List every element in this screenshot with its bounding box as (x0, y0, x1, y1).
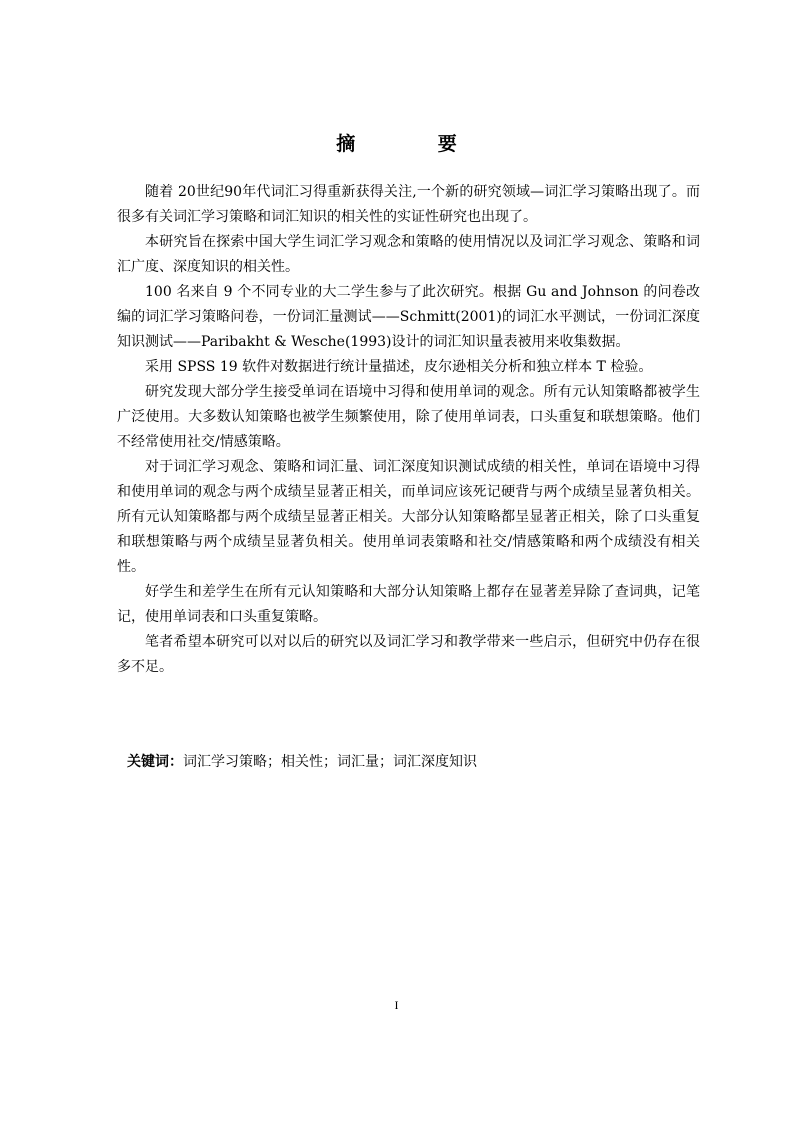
keywords-text: 词汇学习策略；相关性；词汇量；词汇深度知识 (183, 754, 477, 770)
abstract-paragraph-8: 笔者希望本研究可以对以后的研究以及词汇学习和教学带来一些启示，但研究中仍存在很多不足。 (117, 634, 700, 675)
abstract-paragraph-7: 好学生和差学生在所有元认知策略和大部分认知策略上都存在显著差异除了查词典，记笔记，使用单词表和口头重复策略。 (117, 584, 700, 625)
keywords-label: 关键词： (127, 754, 183, 770)
page-number: I (394, 998, 399, 1012)
abstract-paragraph-1: 随着 20世纪90年代词汇习得重新获得关注,一个新的研究领域—词汇学习策略出现了。而很多有关词汇学习策略和词汇知识的相关性的实证性研究也出现了。 (117, 184, 700, 225)
abstract-paragraph-6: 对于词汇学习观念、策略和词汇量、词汇深度知识测试成绩的相关性，单词在语境中习得和使用单词的观念与两个成绩呈显著正相关，而单词应该死记硬背与两个成绩呈显著负相关。所有元认知策略都与两个成绩呈显著正相关。大部分认知策略都呈显著正相关，除了口头重复和联想策略与两个成绩呈显著负相关。使用单词表策略和社交/情感策略和两个成绩没有相关性。 (117, 459, 700, 575)
abstract-title: 摘 要 (336, 133, 495, 155)
abstract-paragraph-2: 本研究旨在探索中国大学生词汇学习观念和策略的使用情况以及词汇学习观念、策略和词汇广度、深度知识的相关性。 (117, 234, 700, 275)
abstract-paragraph-5: 研究发现大部分学生接受单词在语境中习得和使用单词的观念。所有元认知策略都被学生广泛使用。大多数认知策略也被学生频繁使用，除了使用单词表，口头重复和联想策略。他们不经常使用社交/情感策略。 (117, 384, 700, 450)
abstract-paragraph-3: 100 名来自 9 个不同专业的大二学生参与了此次研究。根据 Gu and Johnson 的问卷改编的词汇学习策略问卷，一份词汇量测试——Schmitt(2001)的词汇水平测试，一份词汇深度知识测试——Paribakht & Wesche(1993)设计的词汇知识量表被用来收集数据。 (117, 284, 700, 350)
abstract-paragraph-4: 采用 SPSS 19 软件对数据进行统计量描述，皮尔逊相关分析和独立样本 T 检验。 (145, 359, 653, 375)
keywords-line (127, 750, 700, 775)
abstract-body (117, 180, 700, 680)
